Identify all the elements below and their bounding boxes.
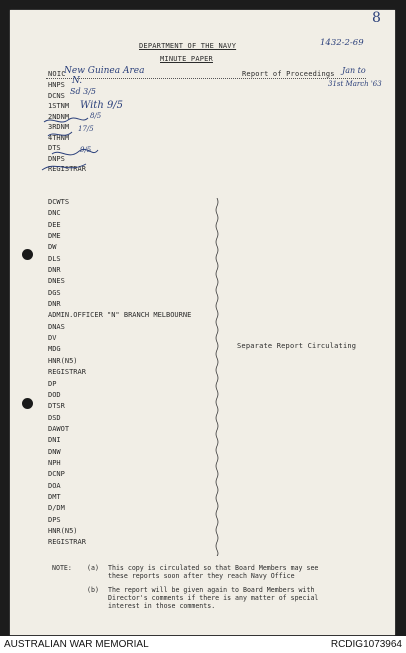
from-prefix: NOIC xyxy=(48,70,66,78)
routing-item: DNI xyxy=(48,436,61,445)
from-handwritten: New Guinea Area xyxy=(64,66,145,76)
file-number: 1432-2-69 xyxy=(320,38,364,48)
annotation-3rdnm: 17/5 xyxy=(78,125,94,133)
routing-top-item: DCNS xyxy=(48,91,65,100)
routing-item: HNR(N5) xyxy=(48,526,78,535)
subject-handwritten: Jan to xyxy=(342,66,366,75)
note-a-line: these reports soon after they reach Navy Office xyxy=(108,572,295,580)
routing-item: REGISTRAR xyxy=(48,368,86,377)
routing-item: DNR xyxy=(48,266,61,275)
routing-item: DNC xyxy=(48,209,61,218)
punch-hole-top xyxy=(22,249,33,260)
routing-item: DV xyxy=(48,334,57,343)
date-handwritten: 31st March '63 xyxy=(328,80,382,88)
routing-item: REGISTRAR xyxy=(48,538,86,547)
note-b-line: interest in those comments. xyxy=(108,602,216,610)
department-heading: DEPARTMENT OF THE NAVY xyxy=(139,42,237,50)
note-b-line: The report will be given again to Board Members with xyxy=(108,586,315,594)
routing-top-item: 1STNM xyxy=(48,102,70,110)
routing-item: DTSR xyxy=(48,402,65,411)
routing-top-item: DTS xyxy=(48,144,61,152)
note-a-marker: (a) xyxy=(87,564,99,572)
form-title: MINUTE PAPER xyxy=(160,55,213,63)
routing-item: DGS xyxy=(48,288,61,297)
annotation-1stnm: With 9/5 xyxy=(80,100,124,111)
routing-top-item: 2NDNM xyxy=(48,112,70,121)
corner-mark: 8 xyxy=(372,10,381,26)
annotation-dts: 9/5 xyxy=(80,146,92,154)
routing-top-item: 4THNM xyxy=(48,133,70,142)
routing-item: DNAS xyxy=(48,322,65,331)
notes-label: NOTE: xyxy=(52,564,72,572)
routing-item: MDG xyxy=(48,345,61,354)
routing-item: DCWTS xyxy=(48,198,70,206)
annotation-2ndnm: 8/5 xyxy=(90,112,102,120)
circulating-note: Separate Report Circulating xyxy=(237,342,357,350)
routing-top-item: DNPS xyxy=(48,154,65,163)
routing-top-item: REGISTRAR xyxy=(48,165,86,173)
annotation-hnps: N. xyxy=(72,76,83,86)
routing-item: DMT xyxy=(48,492,61,501)
routing-item: NPH xyxy=(48,458,61,467)
routing-item: DCNP xyxy=(48,470,65,479)
routing-item: DOD xyxy=(48,390,61,399)
routing-item: DSD xyxy=(48,413,61,422)
punch-hole-bottom xyxy=(22,398,33,409)
routing-item: DNES xyxy=(48,277,65,286)
routing-item: DNR xyxy=(48,300,61,309)
routing-item: HNR(N5) xyxy=(48,356,78,365)
subject-text: Report of Proceedings xyxy=(242,70,335,78)
routing-item: DME xyxy=(48,232,61,241)
routing-item: DOA xyxy=(48,481,61,490)
routing-item: D/DM xyxy=(48,504,65,513)
routing-item: DNW xyxy=(48,447,61,456)
footer-record-id: RCDIG1073964 xyxy=(330,639,402,650)
wavy-divider xyxy=(213,198,221,556)
routing-top-item: 3RDNM xyxy=(48,123,70,131)
note-b-line: Director's comments if there is any matter of special xyxy=(108,594,319,602)
note-a-line: This copy is circulated so that Board Members may see xyxy=(108,564,319,572)
annotation-dcns: Sd 3/5 xyxy=(70,87,97,96)
header-rule xyxy=(46,78,366,80)
archive-footer xyxy=(0,636,406,653)
routing-item: DLS xyxy=(48,254,61,263)
routing-top-item: HNPS xyxy=(48,81,65,89)
routing-item: DEE xyxy=(48,220,61,229)
routing-item: DW xyxy=(48,243,57,252)
routing-item: ADMIN.OFFICER "N" BRANCH MELBOURNE xyxy=(48,311,192,320)
handwritten-scribbles xyxy=(38,108,108,178)
note-b-marker: (b) xyxy=(87,586,99,594)
footer-institution: AUSTRALIAN WAR MEMORIAL xyxy=(4,639,149,650)
routing-item: DPS xyxy=(48,515,61,524)
routing-main-list xyxy=(48,197,191,549)
routing-item: DAWOT xyxy=(48,424,70,433)
routing-item: DP xyxy=(48,379,57,388)
